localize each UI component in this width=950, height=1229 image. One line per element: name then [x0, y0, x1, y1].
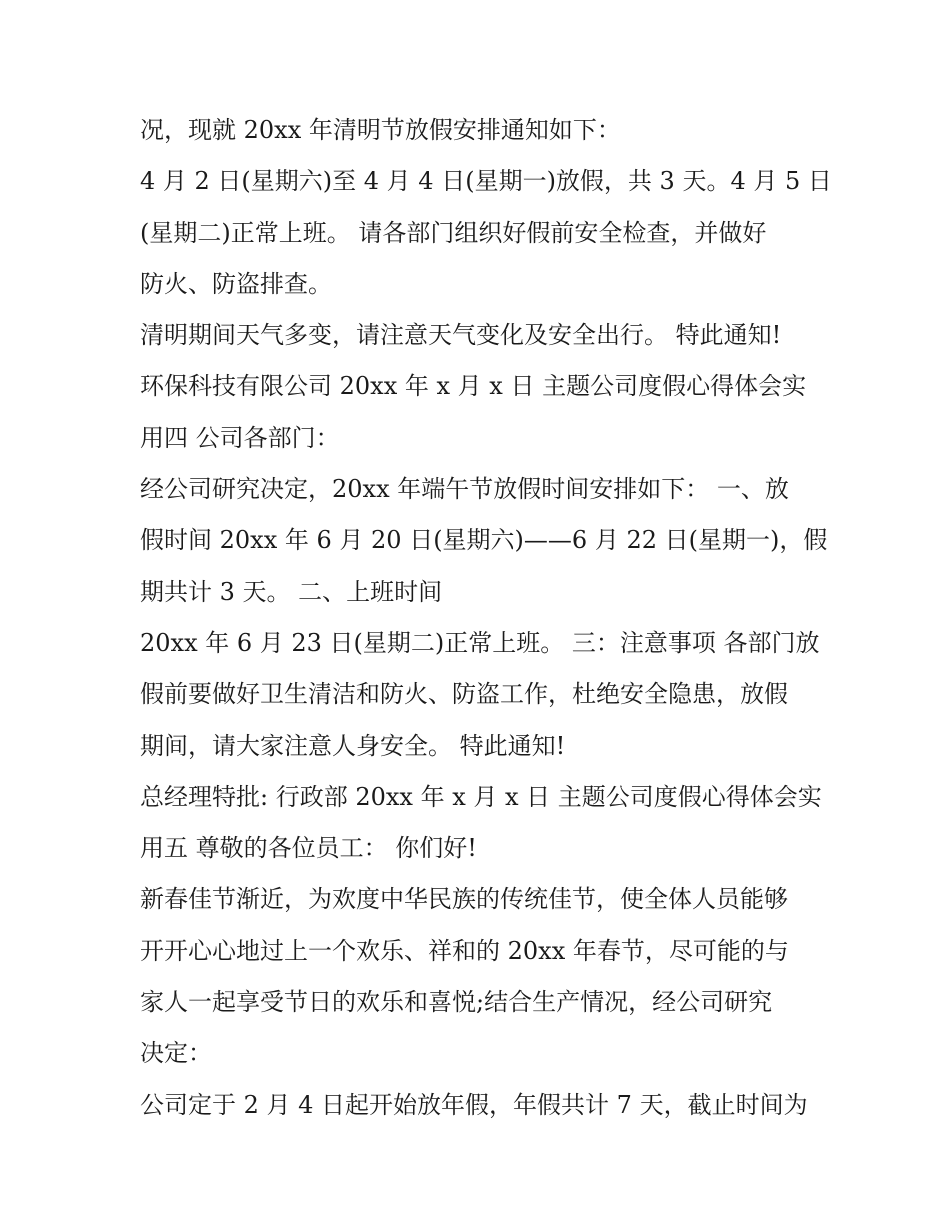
text-line: 家人一起享受节日的欢乐和喜悦;结合生产情况，经公司研究 [140, 988, 773, 1017]
text-line: 开开心心地过上一个欢乐、祥和的 20xx 年春节，尽可能的与 [140, 936, 789, 965]
text-line: 4 月 2 日(星期六)至 4 月 4 日(星期一)放假，共 3 天。4 月 5 日 [140, 167, 832, 196]
text-line: 环保科技有限公司 20xx 年 x 月 x 日 主题公司度假心得体会实 [140, 372, 807, 401]
text-line: 期共计 3 天。 二、上班时间 [140, 577, 443, 606]
text-line: 期间，请大家注意人身安全。 特此通知! [140, 731, 566, 760]
text-line: 总经理特批: 行政部 20xx 年 x 月 x 日 主题公司度假心得体会实 [140, 782, 822, 811]
text-line: (星期二)正常上班。 请各部门组织好假前安全检查，并做好 [140, 218, 767, 247]
text-line: 用五 尊敬的各位员工： 你们好! [140, 834, 477, 863]
text-line: 决定： [140, 1039, 212, 1068]
text-line: 假前要做好卫生清洁和防火、防盗工作，杜绝安全隐患，放假 [140, 680, 788, 709]
text-line: 防火、防盗排查。 [140, 269, 332, 298]
document-body [140, 105, 830, 1131]
text-line: 经公司研究决定，20xx 年端午节放假时间安排如下： 一、放 [140, 475, 789, 504]
text-line: 清明期间天气多变，请注意天气变化及安全出行。 特此通知! [140, 321, 782, 350]
text-line: 假时间 20xx 年 6 月 20 日(星期六)——6 月 22 日(星期一)，假 [140, 526, 828, 555]
text-line: 况，现就 20xx 年清明节放假安排通知如下： [140, 116, 621, 144]
text-line: 新春佳节渐近，为欢度中华民族的传统佳节，使全体人员能够 [140, 885, 788, 914]
text-line: 公司定于 2 月 4 日起开始放年假，年假共计 7 天，截止时间为 [140, 1090, 808, 1119]
text-line: 20xx 年 6 月 23 日(星期二)正常上班。 三：注意事项 各部门放 [140, 628, 820, 657]
text-line: 用四 公司各部门： [140, 423, 340, 452]
